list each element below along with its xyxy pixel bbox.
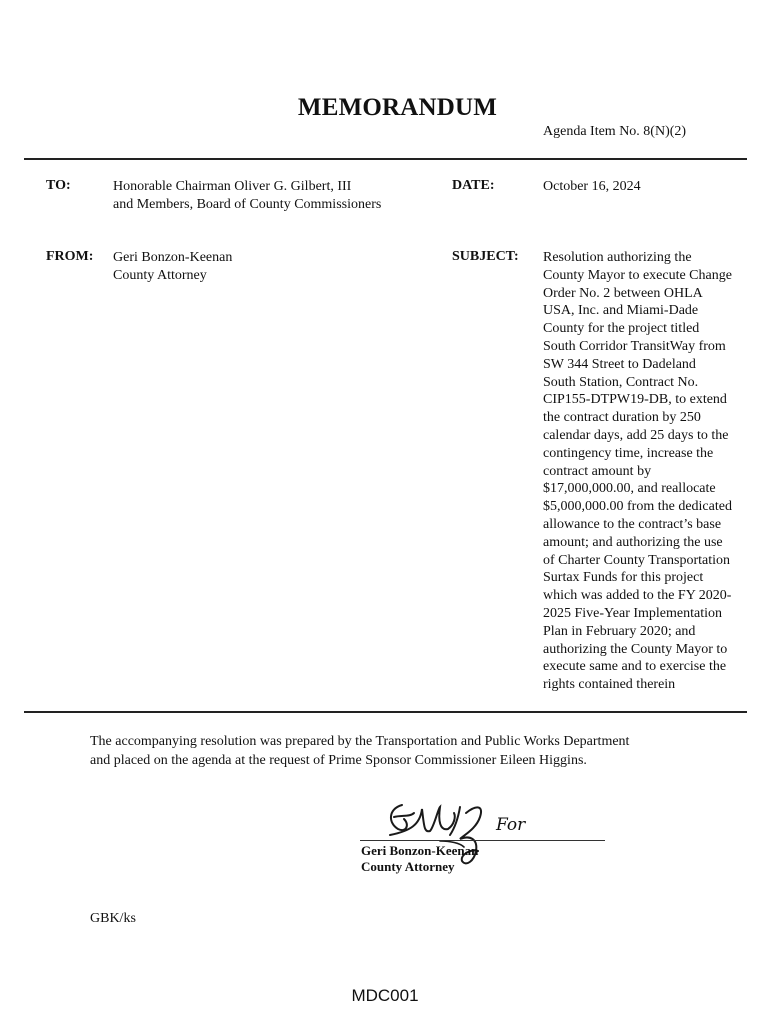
- to-line-1: Honorable Chairman Oliver G. Gilbert, III: [113, 179, 352, 194]
- subject-line: SW 344 Street to Dadeland: [543, 356, 696, 372]
- date-value: October 16, 2024: [543, 179, 641, 194]
- subject-line: $5,000,000.00 from the dedicated: [543, 499, 732, 515]
- signature-annotation: For: [496, 815, 526, 835]
- subject-line: Surtax Funds for this project: [543, 570, 704, 586]
- middle-divider: [24, 711, 747, 713]
- signature-line: [360, 840, 605, 841]
- date-label: DATE:: [452, 178, 495, 193]
- to-label: TO:: [46, 178, 71, 193]
- subject-line: Plan in February 2020; and: [543, 623, 696, 639]
- subject-line: execute same and to exercise the: [543, 659, 727, 675]
- subject-line: 2025 Five-Year Implementation: [543, 605, 722, 621]
- signatory-block: [361, 843, 478, 875]
- typist-initials: GBK/ks: [90, 911, 136, 926]
- subject-line: contingency time, increase the: [543, 445, 714, 461]
- subject-line: the contract duration by 250: [543, 410, 701, 426]
- document-code: MDC001: [351, 986, 419, 1005]
- subject-line: contract amount by: [543, 463, 652, 479]
- subject-line: County for the project titled: [543, 321, 700, 337]
- signatory-title: County Attorney: [361, 859, 455, 874]
- to-line-2: and Members, Board of County Commissioners: [113, 197, 382, 212]
- to-recipient: [113, 178, 381, 214]
- from-sender: [113, 249, 232, 285]
- subject-line: South Corridor TransitWay from: [543, 338, 726, 354]
- memo-title: MEMORANDUM: [297, 94, 498, 121]
- memo-body: [90, 732, 710, 770]
- from-line-1: Geri Bonzon-Keenan: [113, 250, 233, 265]
- subject-line: South Station, Contract No.: [543, 374, 699, 390]
- top-divider: [24, 158, 747, 160]
- agenda-item-number: Agenda Item No. 8(N)(2): [543, 124, 687, 139]
- subject-line: amount; and authorizing the use: [543, 534, 723, 550]
- subject-line: County Mayor to execute Change: [543, 267, 732, 283]
- body-line-2: and placed on the agenda at the request of Prime Sponsor Commissioner Eileen Higgins.: [90, 753, 587, 768]
- subject-line: of Charter County Transportation: [543, 552, 731, 568]
- subject-line: CIP155-DTPW19-DB, to extend: [543, 392, 727, 408]
- subject-line: Resolution authorizing the: [543, 250, 692, 265]
- body-line-1: The accompanying resolution was prepared by the Transportation and Public Works Department: [90, 734, 630, 749]
- subject-line: allowance to the contract’s base: [543, 516, 722, 532]
- subject-text: [543, 249, 749, 694]
- from-line-2: County Attorney: [113, 268, 207, 283]
- subject-line: which was added to the FY 2020-: [543, 588, 732, 604]
- subject-line: rights contained therein: [543, 677, 676, 693]
- subject-line: USA, Inc. and Miami-Dade: [543, 303, 699, 319]
- from-label: FROM:: [46, 249, 94, 264]
- subject-label: SUBJECT:: [452, 249, 519, 264]
- signatory-name: Geri Bonzon-Keenan: [361, 843, 479, 858]
- subject-line: Order No. 2 between OHLA: [543, 285, 703, 301]
- subject-line: $17,000,000.00, and reallocate: [543, 481, 716, 497]
- subject-line: authorizing the County Mayor to: [543, 641, 728, 657]
- subject-line: calendar days, add 25 days to the: [543, 427, 729, 443]
